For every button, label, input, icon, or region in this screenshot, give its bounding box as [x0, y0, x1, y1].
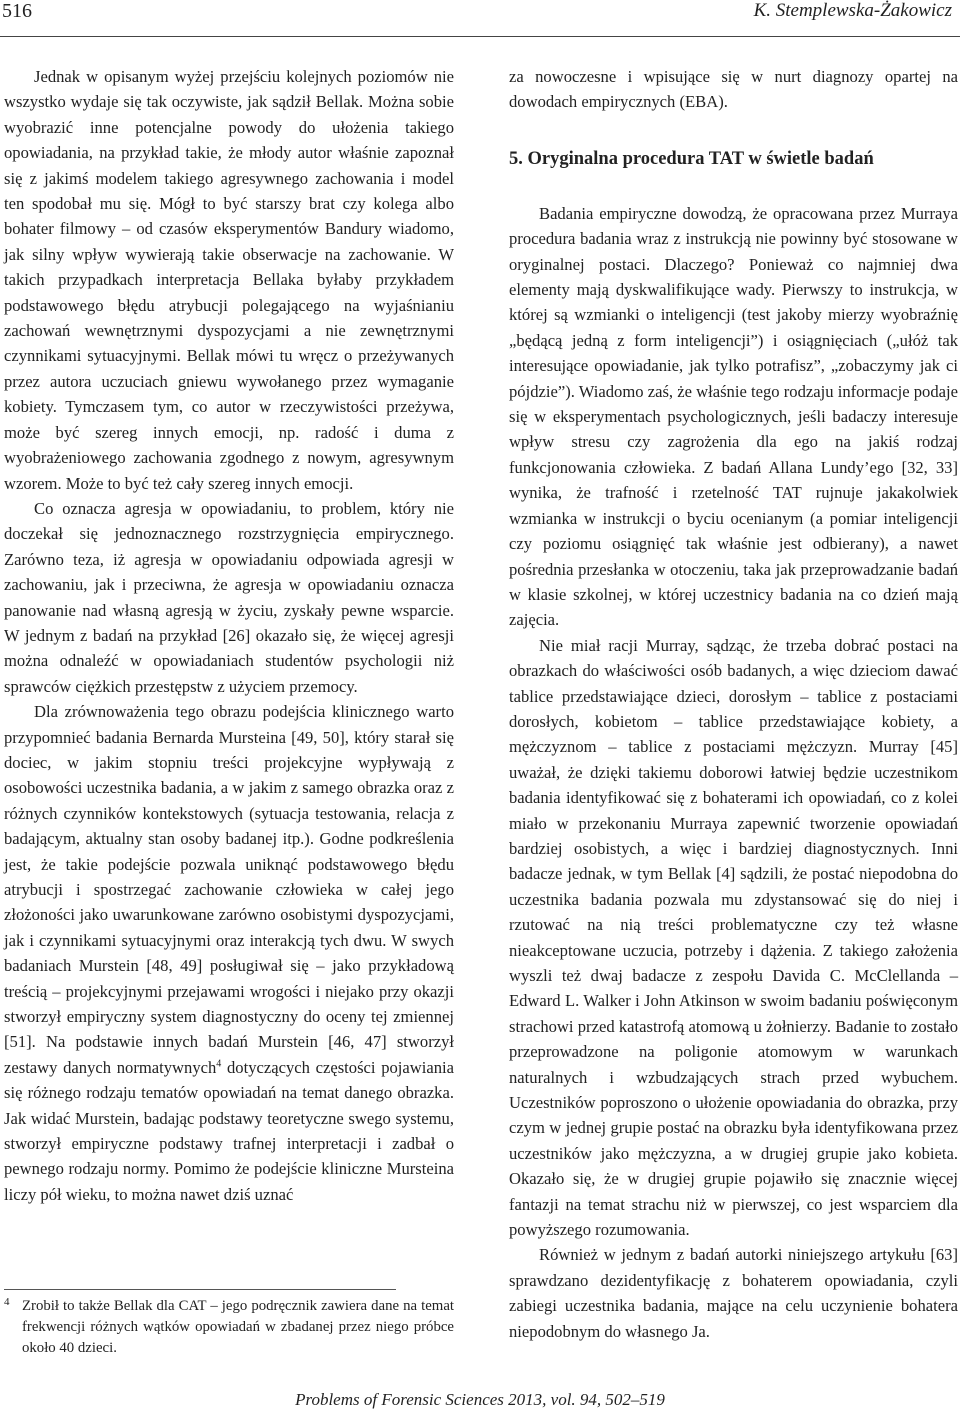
header-rule — [0, 36, 960, 37]
footnote-rule — [4, 1289, 396, 1290]
footnote — [4, 1296, 454, 1359]
paragraph — [4, 699, 454, 1207]
journal-footer: Problems of Forensic Sciences 2013, vol. 94, 502–519 — [295, 1390, 665, 1409]
page-number: 516 — [2, 0, 32, 22]
paragraph: Badania empiryczne dowodzą, że opracowana przez Murraya procedura badania wraz z instrukcją nie powinny być stosowane w oryginalnej postaci. Dlaczego? Ponieważ co najmniej dwa elementy mają dyskwalifikujące wady. Pierwszy to instrukcja, w której są wzmianki o inteligencji (test jakoby mierzy wyobraźnię „będącą jedną z form inteligencji”) i osiągnięciach („ułóż tak interesujące opowiadanie, jak tylko potrafisz”, „zobaczymy jak ci pójdzie”). Wiadomo zaś, że właśnie tego rodzaju informacje podaje się w eksperymentach psychologicznych, jeśli badaczy interesuje wpływ stresu czy zagrożenia dla ego na jakiś rodzaj funkcjonowania człowieka. Z badań Allana Lundy’ego [32, 33] wynika, że trafność i rzetelność TAT rujnuje jakakolwiek wzmianka w instrukcji o byciu ocenianym (a pomiar inteligencji czy poziomu osiągnięć tak właśnie jest odbierany), a nawet pośrednia przesłanka w otoczeniu, taka jak przeprowadzanie badań w klasie szkolnej, w której uczestnicy badania na co dzień mają zajęcia. — [509, 203, 958, 630]
paragraph: Jednak w opisanym wyżej przejściu kolejnych poziomów nie wszystko wydaje się tak oczywiste, jak sądził Bellak. Można sobie wyobrazić inne potencjalne powody do ułożenia takiego opowiadania, na przykład takie, że młody autor właśnie zapoznał się z jakimś modelem takiego agresywnego zachowania i model ten spodobał mu się. Mógł to być starszy brat czy kolega albo bohater filmowy – od czasów eksperymentów Bandury wiadomo, jak silny wpływ wywierają takie obserwacje na zachowanie. W takich przypadkach interpretacja Bellaka byłaby przykładem podstawowego błędu atrybucji polegającego na wyjaśnianiu zachowań wewnętrznymi dyspozycjami a nie zewnętrznymi czynnikami sytuacyjnymi. Bellak mówi tu wręcz o przeżywanych przez autora uczuciach gniewu wywołanego przez wymaganie kobiety. Tymczasem tym, co autor w rzeczywistości przeżywa, może być szereg innych emocji, np. radość i duma z wyobrażeniowego zachowania zgodnego z nowym, agresywnym wzorem. Może to być też cały szereg innych emocji. — [4, 67, 454, 493]
paragraph: Również w jednym z badań autorki niniejszego artykułu [63] sprawdzano dezidentyfikację z bohaterem opowiadania, czyli zabiegi uczestnika badania, mające na celu uczynienie bohatera niepodobnym do własnego Ja. — [509, 1245, 958, 1341]
paragraph: Co oznacza agresja w opowiadaniu, to problem, który nie doczekał się jednoznacznego rozstrzygnięcia empirycznego. Zarówno teza, iż agresja w opowiadaniu odpowiada agresji w zachowaniu, jak i przeciwna, że agresja w opowiadaniu oznacza panowanie nad własną agresją w życiu, zyskały pewne wsparcie. W jednym z badań na przykład [26] okazało się, że więcej agresji można odnaleźć w opowiadaniach studentów psychologii niż sprawców ciężkich przestępstw z użyciem przemocy. — [4, 498, 454, 696]
paragraph: Nie miał racji Murray, sądząc, że trzeba dobrać postaci na obrazkach do właściwości osób badanych, a więc dzieciom dawać tablice przedstawiające dzieci, dorosłym – tablice z postaciami dorosłych, kobietom – tablice przedstawiające kobiety, a mężczyznom – tablice z postaciami mężczyzn. Murray [45] uważał, że dzięki takiemu doborowi łatwiej będzie uczestnikom badania identyfikować się z bohaterami ich opowiadań, co z kolei miało w przekonaniu Murraya zapewnić tworzenie opowiadań bardziej osobistych, a więc i bardziej diagnostycznych. Inni badacze jednak, w tym Bellak [4] sądzili, że postać niepodobna do uczestnika badania pozwala mu zdystansować się do niej i rzutować na nią treści problematyczne czy też własne nieakceptowane uczucia, potrzeby i dążenia. Z takiego założenia wyszli też dwaj badacze z zespołu Davida C. McClellanda – Edward L. Walker i John Atkinson w swoim badaniu poświęconym strachowi przed katastrofą atomową u żołnierzy. Badanie to zostało przeprowadzone na poligonie atomowym w warunkach naturalnych i wzbudzających strach przed wybuchem. Uczestników poproszono o ułożenie opowiadania do obrazka, przy czym w jednej grupie postać na obrazku była identyfikowana przez uczestników jako mężczyzna, a w drugiej grupie jako kobieta. Okazało się, że w drugiej grupie pojawiło się znacznie więcej fantazji na temat strachu niż w pierwszej, co jest wsparciem dla powyższego rozumowania. — [509, 635, 958, 1240]
running-header — [0, 0, 960, 46]
paragraph-text: dotyczących częstości pojawiania się różnego rodzaju tematów opowiadań na temat danego obrazka. Jak widać Murstein, badając podstawy teoretyczne swego systemu, stworzył empiryczne podstawy trafnej interpretacji i zadbał o pewnego rodzaju normy. Pomimo że podejście kliniczne Mursteina liczy pół wieku, to można nawet dziś uznać — [4, 1057, 454, 1204]
footnote-text: Zrobił to także Bellak dla CAT – jego podręcznik zawiera dane na temat frekwencji różnych wątków opowiadań w zbadanej przez niego próbce około 40 dzieci. — [22, 1298, 454, 1356]
section-heading: 5. Oryginalna procedura TAT w świetle badań — [509, 148, 874, 169]
paragraph-text: Dla zrównoważenia tego obrazu podejścia klinicznego warto przypomnieć badania Bernarda Mursteina [49, 50], który starał się dociec, w jakim stopniu treści projekcyjne wypływają z osobowości uczestnika badania, a w jakim z samego obrazka oraz z różnych czynników kontekstowych (sytuacja testowania, relacja z badającym, aktualny stan osoby badanej itp.). Godne podkreślenia jest, że takie podejście pozwala uniknąć podstawowego błędu atrybucji i spostrzegać zachowanie człowieka w całej jego złożoności jako uwarunkowane zarówno osobistymi dyspozycjami, jak i czynnikami sytuacyjnymi oraz interakcją tych dwu. W swych badaniach Murstein [48, 49] posługiwał się – jako przykładową treścią – projekcyjnymi przejawami wrogości i niejako przy okazji stworzył empiryczny system diagnostyczny do oceny tej zmiennej [51]. Na podstawie innych badań Murstein [46, 47] stworzył zestawy danych normatywnych — [4, 702, 454, 1077]
running-author: K. Stemplewska-Żakowicz — [753, 0, 952, 21]
footnote-marker: 4 — [4, 1296, 10, 1308]
footnote-reference[interactable]: 4 — [216, 1058, 222, 1070]
left-column — [4, 64, 454, 1207]
paragraph: za nowoczesne i wpisujące się w nurt diagnozy opartej na dowodach empirycznych (EBA). — [509, 67, 958, 112]
right-column — [509, 64, 958, 1344]
